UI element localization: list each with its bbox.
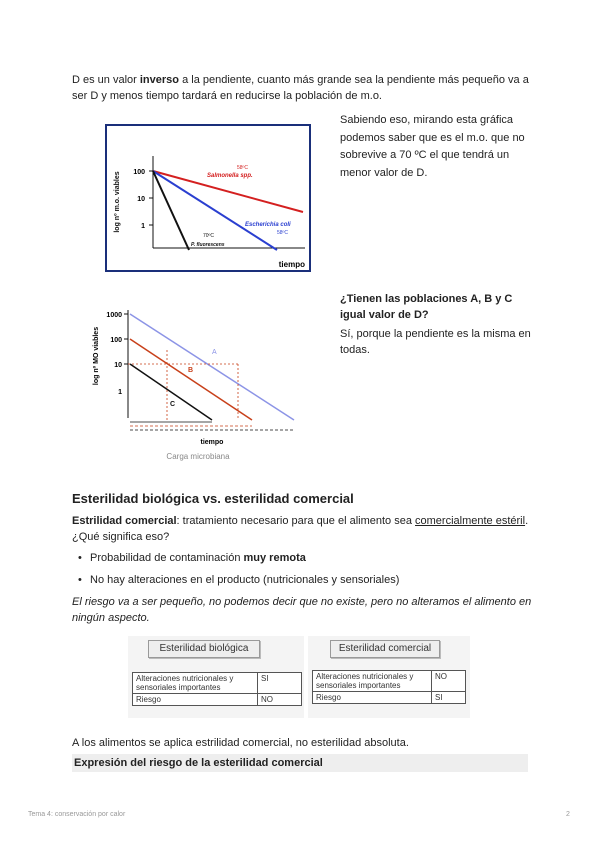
- chart1-svg: [107, 126, 309, 270]
- table-esterilidad-biologica: [128, 636, 304, 718]
- side-text-2: [340, 292, 534, 358]
- chart2-caption: Carga microbiana: [166, 452, 230, 461]
- intro-paragraph: D es un valor inverso a la pendiente, cuanto más grande sea la pendiente más pequeño va a ser D y menos tiempo tardará en reducirse la población de m.o.: [72, 74, 529, 102]
- chart2-xlabel: tiempo: [200, 439, 224, 446]
- chart1-ylabel: log nº m.o. viables: [114, 171, 121, 233]
- table1-body: [132, 672, 302, 706]
- italic-note: El riesgo va a ser pequeño, no podemos decir que no existe, pero no alteramos el alimento en ningún aspecto.: [72, 596, 532, 624]
- chart2-tick-label-100: 100: [110, 337, 122, 344]
- table-row: Alteraciones nutricionales y sensoriales importantes NO: [313, 671, 466, 692]
- chart1-tick-label-10: 10: [137, 196, 145, 203]
- chart2-line-a: [130, 314, 294, 420]
- footer-title: Tema 4: conservación por calor: [28, 811, 126, 818]
- table-row: Riesgo SI: [313, 692, 466, 704]
- side2-question: ¿Tienen las poblaciones A, B y C igual valor de D?: [340, 293, 513, 321]
- chart2-ylabel: log nº MO viables: [93, 326, 100, 386]
- table2-body: [312, 670, 466, 704]
- chart2-label-a: A: [212, 349, 217, 356]
- table1-title: Esterilidad biológica: [148, 640, 260, 658]
- subheading: Expresión del riesgo de la esterilidad comercial: [74, 757, 323, 769]
- chart1-temp-ecoli: 58ºC: [277, 230, 288, 236]
- chart1-temp-pfluorescens: 70ºC: [203, 233, 214, 239]
- table2-title: Esterilidad comercial: [330, 640, 440, 658]
- chart-populations: [88, 300, 308, 450]
- chart1-tick-label-100: 100: [133, 169, 145, 176]
- side-text-1: Sabiendo eso, mirando esta gráfica podemos saber que es el m.o. que no sobrevive a 70 ºC el que tendrá un menor valor de D.: [340, 114, 525, 179]
- chart2-line-c: [130, 364, 212, 420]
- chart2-label-b: B: [188, 367, 194, 374]
- chart2-tick-label-10: 10: [114, 362, 122, 369]
- chart1-temp-salmonella: 58ºC: [237, 165, 248, 171]
- bullet-list: [72, 550, 532, 594]
- page-number: 2: [566, 811, 570, 818]
- side2-answer: Sí, porque la pendiente es la misma en todas.: [340, 328, 531, 356]
- chart2-label-c: C: [170, 401, 176, 408]
- chart1-xlabel: tiempo: [278, 260, 305, 269]
- bullet-item: • Probabilidad de contaminación muy remota: [72, 550, 532, 566]
- chart2-svg: [88, 300, 308, 450]
- chart2-line-b: [130, 339, 252, 420]
- definition-paragraph: Estrilidad comercial: tratamiento necesario para que el alimento sea comercialmente estéril. ¿Qué significa eso?: [72, 513, 532, 545]
- chart2-tick-label-1000: 1000: [106, 312, 122, 319]
- chart1-label-ecoli: Escherichia coli: [245, 222, 291, 228]
- chart2-tick-label-1: 1: [118, 389, 122, 396]
- bullet-item: • No hay alteraciones en el producto (nutricionales y sensoriales): [72, 572, 532, 588]
- section-heading: Esterilidad biológica vs. esterilidad comercial: [72, 491, 354, 506]
- closing-paragraph: A los alimentos se aplica estrilidad comercial, no esterilidad absoluta.: [72, 737, 409, 749]
- chart1-label-salmonella: Salmonella spp.: [207, 173, 253, 179]
- table-esterilidad-comercial: [308, 636, 470, 718]
- table-row: Alteraciones nutricionales y sensoriales importantes SI: [133, 673, 302, 694]
- table-row: Riesgo NO: [133, 694, 302, 706]
- definition-question: ¿Qué significa eso?: [72, 531, 170, 543]
- chart-survival-curves: [105, 124, 311, 272]
- chart1-label-pfluorescens: P. fluorescens: [191, 242, 225, 248]
- chart1-tick-label-1: 1: [141, 223, 145, 230]
